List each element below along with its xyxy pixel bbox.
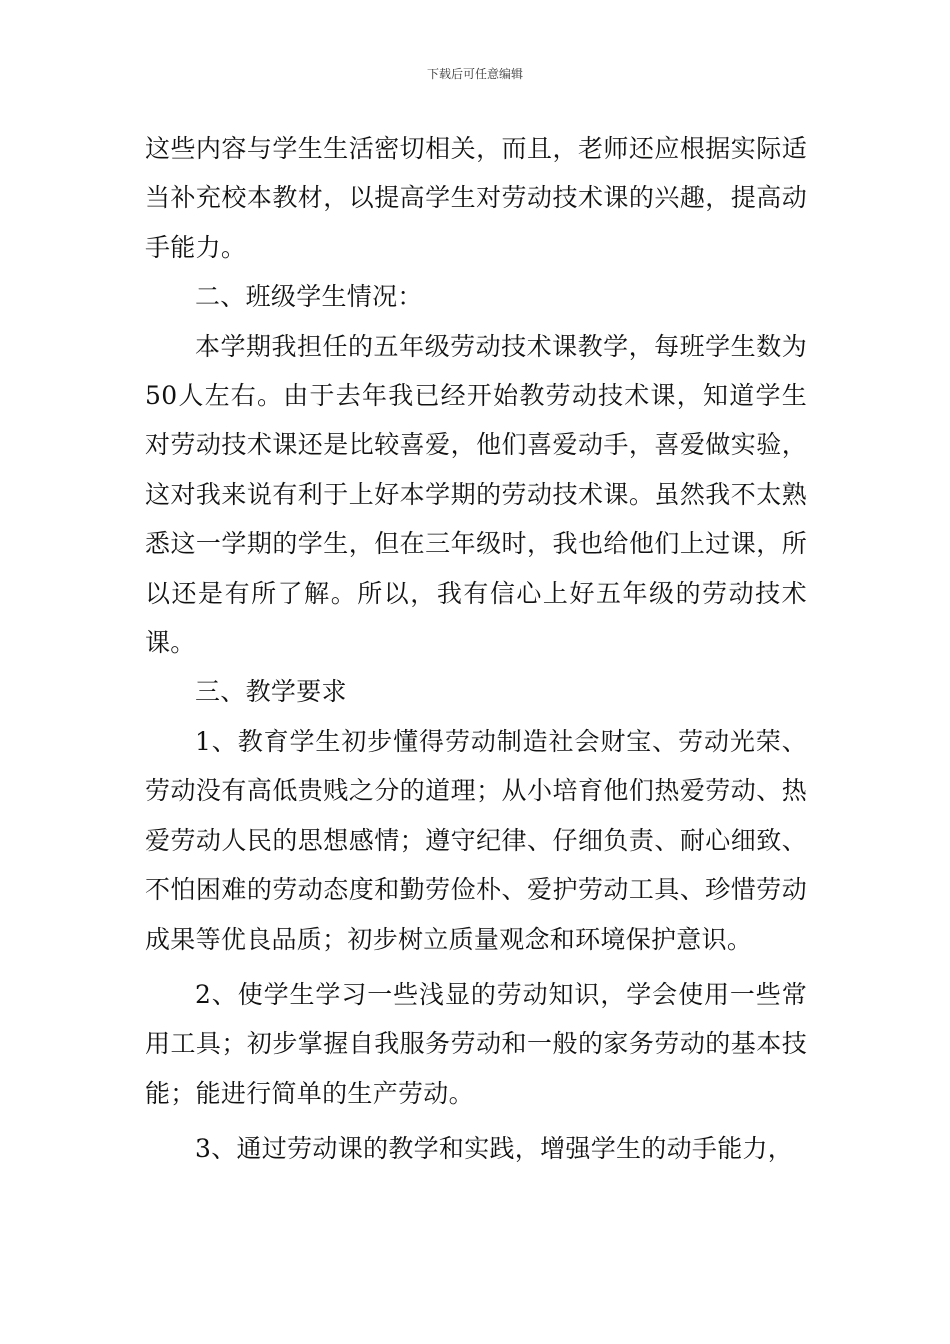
document-body [145,124,807,1174]
page-header: 下载后可任意编辑 [426,67,523,81]
section-heading-teaching-requirements: 三、教学要求 [195,677,347,707]
paragraph-class-situation: 本学期我担任的五年级劳动技术课教学，每班学生数为50人左右。由于去年我已经开始教劳动技术课，知道学生对劳动技术课还是比较喜爱，他们喜爱动手，喜爱做实验，这对我来说有利于上好本学期的劳动技术课。虽然我不太熟悉这一学期的学生，但在三年级时，我也给他们上过课，所以还是有所了解。所以，我有信心上好五年级的劳动技术课。 [145,331,807,658]
requirement-item-3: 3、通过劳动课的教学和实践，增强学生的动手能力， [195,1134,794,1164]
requirement-item-1: 1、教育学生初步懂得劳动制造社会财宝、劳动光荣、劳动没有高低贵贱之分的道理；从小培育他们热爱劳动、热爱劳动人民的思想感情；遵守纪律、仔细负责、耐心细致、不怕困难的劳动态度和勤劳俭朴、爱护劳动工具、珍惜劳动成果等优良品质；初步树立质量观念和环境保护意识。 [145,726,807,954]
requirement-item-2: 2、使学生学习一些浅显的劳动知识，学会使用一些常用工具；初步掌握自我服务劳动和一般的家务劳动的基本技能；能进行简单的生产劳动。 [145,979,807,1108]
paragraph-continuation: 这些内容与学生生活密切相关，而且，老师还应根据实际适当补充校本教材，以提高学生对劳动技术课的兴趣，提高动手能力。 [145,134,807,262]
section-heading-class-situation: 二、班级学生情况： [195,282,423,312]
